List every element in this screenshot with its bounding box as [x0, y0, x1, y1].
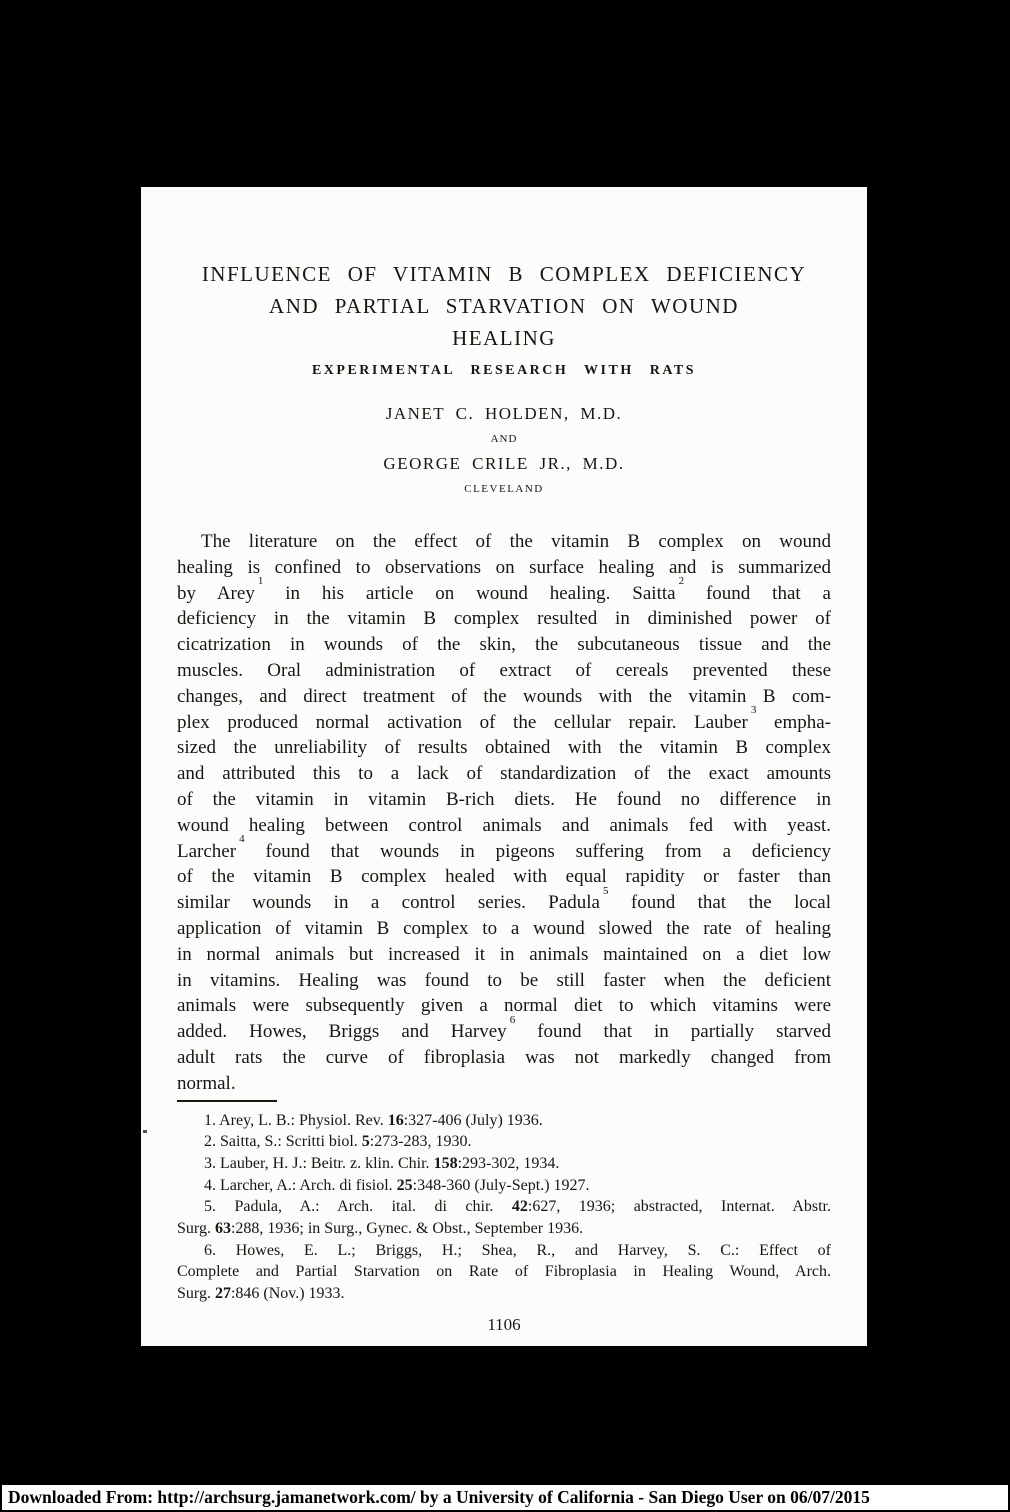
text-run: and attributed this to a lack of standardization of the exact amounts	[177, 763, 831, 785]
text-run: Complete and Partial Starvation on Rate of Fibroplasia in Healing Wound, Arch.	[177, 1263, 831, 1281]
article-title-line-2: AND PARTIAL STARVATION ON WOUND	[269, 294, 739, 318]
text-run: :846 (Nov.) 1933.	[230, 1285, 345, 1303]
body-text-line	[177, 555, 831, 581]
authors-and-label: AND	[490, 433, 518, 445]
page-number: 1106	[487, 1314, 521, 1334]
body-text-line	[177, 864, 831, 890]
text-run: 6. Howes, E. L.; Briggs, H.; Shea, R., and Harvey, S. C.: Effect of	[204, 1241, 831, 1259]
footnote-reference-superscript: 6	[509, 1013, 516, 1026]
body-text-line	[177, 704, 831, 736]
text-run: adult rats the curve of fibroplasia was not markedly changed from	[177, 1046, 831, 1068]
text-run: Larcher	[177, 840, 237, 862]
text-run: 1. Arey, L. B.: Physiol. Rev.	[204, 1111, 388, 1129]
footnote-reference-superscript: 2	[678, 575, 685, 588]
footnote-line	[177, 1283, 831, 1305]
author-location: CLEVELAND	[464, 483, 544, 495]
footnote-line	[177, 1110, 831, 1132]
text-run: :273-283, 1930.	[369, 1133, 472, 1151]
body-text-line	[177, 993, 831, 1019]
footnote-line	[177, 1261, 831, 1283]
body-text-line	[177, 632, 831, 658]
volume-number: 5	[361, 1133, 370, 1151]
text-run: found that in partially starved	[515, 1021, 831, 1043]
text-run: of the vitamin B complex healed with equal rapidity or faster than	[177, 866, 831, 888]
body-text	[177, 529, 831, 1097]
article-title-line-1: INFLUENCE OF VITAMIN B COMPLEX DEFICIENCY	[201, 262, 807, 286]
scan-artifact-dot	[143, 1130, 147, 1133]
footnote-line	[177, 1240, 831, 1262]
footnote-line	[177, 1196, 831, 1218]
text-run: 5. Padula, A.: Arch. ital. di chir.	[204, 1198, 512, 1216]
text-run: :288, 1936; in Surg., Gynec. & Obst., September 1936.	[230, 1220, 584, 1238]
body-text-line	[177, 658, 831, 684]
footnote-reference-superscript: 3	[750, 704, 757, 717]
text-run: found that a	[684, 582, 831, 604]
text-run: :293-302, 1934.	[457, 1154, 560, 1172]
text-run: 2. Saitta, S.: Scritti biol.	[204, 1133, 362, 1151]
text-run: added. Howes, Briggs and Harvey	[177, 1021, 507, 1043]
text-run: 3. Lauber, H. J.: Beitr. z. klin. Chir.	[204, 1154, 434, 1172]
footnotes-section	[177, 1110, 831, 1305]
volume-number: 27	[214, 1285, 231, 1303]
text-run: empha-	[756, 711, 831, 733]
body-text-line	[177, 884, 831, 916]
body-text-line	[177, 529, 831, 555]
footnote-reference-superscript: 4	[239, 833, 245, 846]
text-run: sized the unreliability of results obtained with the vitamin B complex	[177, 737, 831, 759]
text-run: plex produced normal activation of the cellular repair. Lauber	[177, 711, 748, 733]
volume-number: 16	[387, 1111, 404, 1129]
body-text-line	[177, 1013, 831, 1045]
footnote-line	[177, 1153, 831, 1175]
body-text-line	[177, 606, 831, 632]
body-text-line	[177, 1071, 831, 1097]
volume-number: 42	[511, 1198, 528, 1216]
text-run: in his article on wound healing. Saitta	[263, 582, 676, 604]
body-text-line	[177, 735, 831, 761]
text-run: :327-406 (July) 1936.	[403, 1111, 543, 1129]
body-text-line	[177, 575, 831, 607]
footnote-line	[177, 1218, 831, 1240]
text-run: Surg.	[177, 1220, 215, 1238]
text-run: by Arey	[177, 582, 255, 604]
text-run: :348-360 (July-Sept.) 1927.	[412, 1176, 590, 1194]
article-subtitle: EXPERIMENTAL RESEARCH WITH RATS	[311, 363, 697, 378]
text-run: normal.	[177, 1072, 236, 1094]
author-name-2: GEORGE CRILE JR., M.D.	[383, 454, 625, 473]
text-run: in normal animals but increased it in animals maintained on a diet low	[177, 943, 831, 965]
text-run: The literature on the effect of the vitamin B complex on wound	[201, 531, 831, 552]
volume-number: 25	[396, 1176, 413, 1194]
text-run: wound healing between control animals and animals fed with yeast.	[177, 814, 831, 836]
text-run: animals were subsequently given a normal diet to which vitamins were	[177, 995, 831, 1017]
body-text-line	[177, 1045, 831, 1071]
text-run: cicatrization in wounds of the skin, the subcutaneous tissue and the	[177, 634, 831, 656]
body-text-line	[177, 968, 831, 994]
text-run: of the vitamin in vitamin B-rich diets. He found no difference in	[177, 788, 831, 810]
text-run: changes, and direct treatment of the wounds with the vitamin B com-	[177, 685, 831, 707]
body-text-line	[177, 761, 831, 787]
body-text-line	[177, 916, 831, 942]
article-title-line-3: HEALING	[452, 326, 556, 350]
body-text-line	[177, 813, 831, 839]
body-text-line	[177, 942, 831, 968]
download-attribution-bar: Downloaded From: http://archsurg.jamanetwork.com/ by a University of California - San Diego User on 06/07/2015	[0, 1483, 1010, 1512]
text-run: in vitamins. Healing was found to be still faster when the deficient	[177, 969, 831, 991]
footnote-line	[177, 1131, 831, 1153]
text-run: deficiency in the vitamin B complex resulted in diminished power of	[177, 608, 831, 630]
text-run: muscles. Oral administration of extract of cereals prevented these	[177, 659, 831, 681]
text-run: 4. Larcher, A.: Arch. di fisiol.	[204, 1176, 397, 1194]
text-run: Surg.	[177, 1285, 215, 1303]
journal-page	[141, 187, 867, 1346]
footnote-reference-superscript: 1	[257, 575, 264, 588]
text-run: found that the local	[608, 892, 831, 914]
footnote-separator-rule	[177, 1100, 277, 1102]
volume-number: 158	[433, 1154, 458, 1172]
body-text-line	[177, 833, 831, 865]
author-name-1: JANET C. HOLDEN, M.D.	[385, 404, 623, 423]
text-run: healing is confined to observations on surface healing and is summarized	[177, 556, 831, 578]
body-text-line	[177, 684, 831, 710]
volume-number: 63	[214, 1220, 231, 1238]
text-run: application of vitamin B complex to a wound slowed the rate of healing	[177, 917, 831, 939]
footnote-line	[177, 1175, 831, 1197]
text-run: similar wounds in a control series. Padula	[177, 892, 600, 914]
text-run: :627, 1936; abstracted, Internat. Abstr.	[527, 1198, 832, 1216]
body-text-line	[177, 787, 831, 813]
text-run: found that wounds in pigeons suffering from a deficiency	[244, 840, 831, 862]
footnote-reference-superscript: 5	[602, 884, 609, 897]
